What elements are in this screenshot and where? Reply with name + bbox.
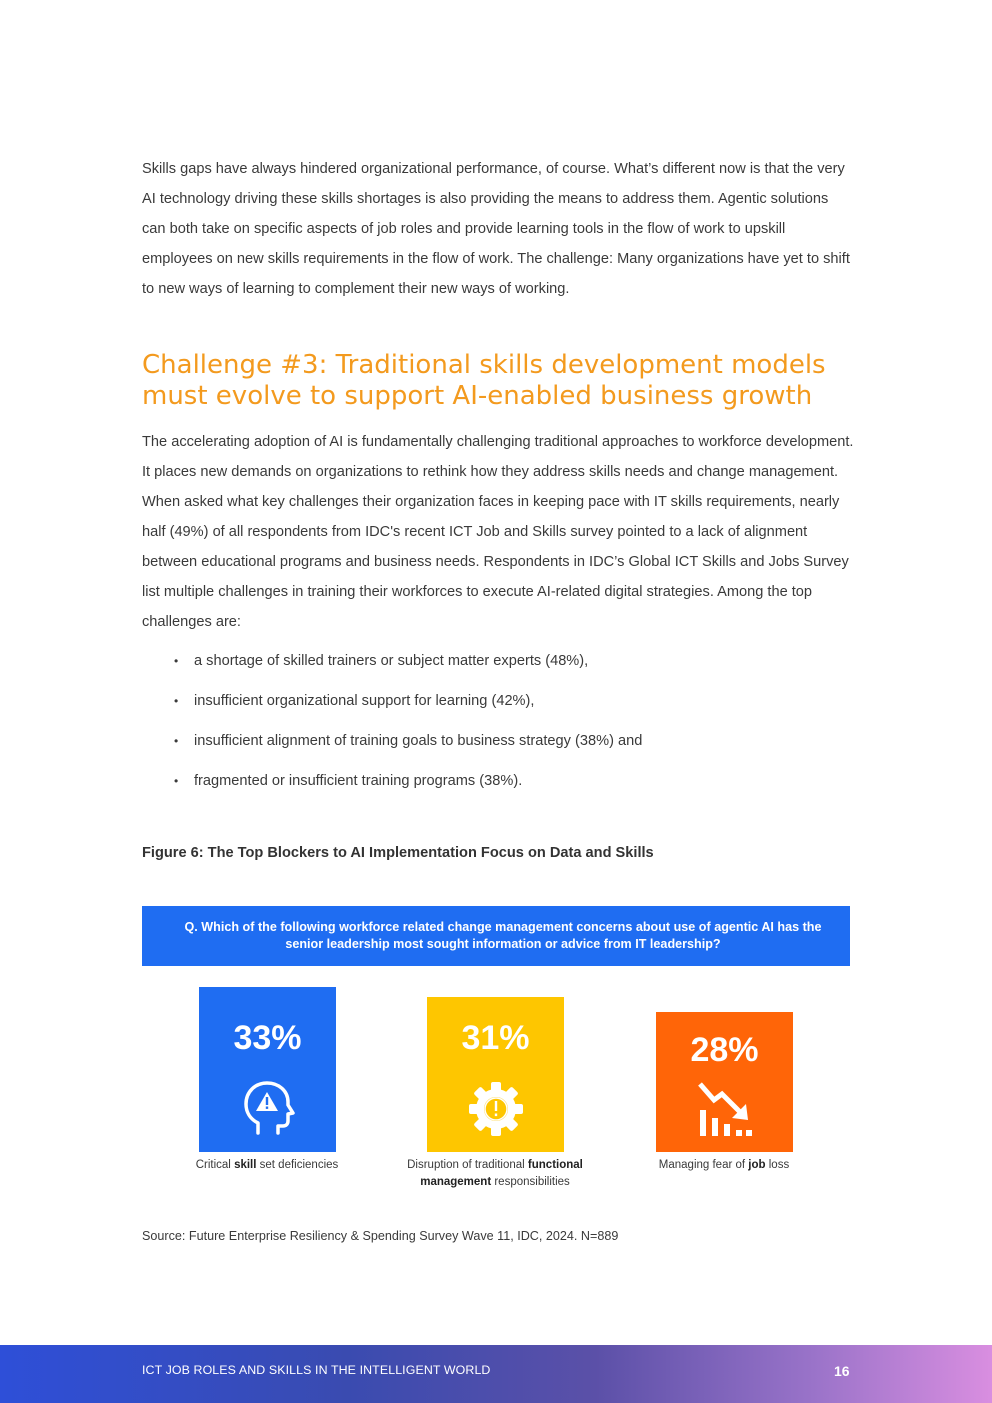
section-paragraph: The accelerating adoption of AI is fundamentally challenging traditional approaches to workforce development. It places new demands on organizations to rethink how they address skills needs and change management. When asked what key challenges their organization faces in keeping pace with IT skills requirements, nearly half (49%) of all respondents from IDC's recent ICT Job and Skills survey pointed to a lack of alignment between educational programs and business needs. Respondents in IDC’s Global ICT Skills and Jobs Survey list multiple challenges in training their workforces to execute AI-related digital strategies. Among the top challenges are: [142,434,854,630]
survey-question: Q. Which of the following workforce related change management concerns about use of agentic AI has the senior leadership most sought information or advice from IT leadership? [184,920,822,951]
list-item [170,728,850,768]
list-item [170,688,850,728]
stat-card-skill-deficiencies [195,987,339,1171]
challenges-list [170,648,850,808]
bullet-marker: • [174,774,179,788]
bullet-marker: • [174,654,179,668]
stat-value: 33% [233,1019,302,1057]
bullet-marker: • [174,734,179,748]
stat-box [427,997,564,1152]
stat-label: Managing fear of job loss [658,1159,790,1171]
bullet-marker: • [174,694,179,708]
survey-question-banner [142,906,850,966]
figure-source: Source: Future Enterprise Resiliency & Spending Survey Wave 11, IDC, 2024. N=889 [142,1229,619,1243]
page-footer [0,1345,992,1403]
stat-label: Critical skill set deficiencies [195,1159,339,1171]
stat-box [656,1012,793,1152]
list-item [170,648,850,688]
stat-label: Disruption of traditional functional management responsibilities [407,1159,583,1188]
stat-box [199,987,336,1152]
head-warning-icon [240,1079,296,1142]
list-item-text: a shortage of skilled trainers or subject matter experts (48%), [194,653,589,669]
gear-alert-icon [466,1079,526,1144]
list-item [170,768,850,808]
stat-card-job-loss [656,1012,793,1171]
page-number: 16 [834,1363,850,1379]
list-item-text: insufficient alignment of training goals to business strategy (38%) and [194,733,643,749]
stat-value: 28% [690,1031,759,1069]
intro-paragraph: Skills gaps have always hindered organizational performance, of course. What’s different now is that the very AI technology driving these skills shortages is also providing the means to address them. Agentic solutions can both take on specific aspects of job roles and provide learning tools in the flow of work to upskill employees on new skills requirements in the flow of work. The challenge: Many organizations have yet to shift to new ways of learning to complement their new ways of working. [142,161,850,297]
footer-title: ICT JOB ROLES AND SKILLS IN THE INTELLIGENT WORLD [142,1363,491,1377]
figure-caption: Figure 6: The Top Blockers to AI Implementation Focus on Data and Skills [142,845,654,861]
declining-chart-icon [696,1080,754,1143]
section-heading: Challenge #3: Traditional skills development models must evolve to support AI-enabled business growth [142,350,826,411]
stat-value: 31% [461,1019,530,1057]
list-item-text: insufficient organizational support for learning (42%), [194,693,535,709]
stat-card-functional-management [407,997,583,1188]
list-item-text: fragmented or insufficient training programs (38%). [194,773,523,789]
